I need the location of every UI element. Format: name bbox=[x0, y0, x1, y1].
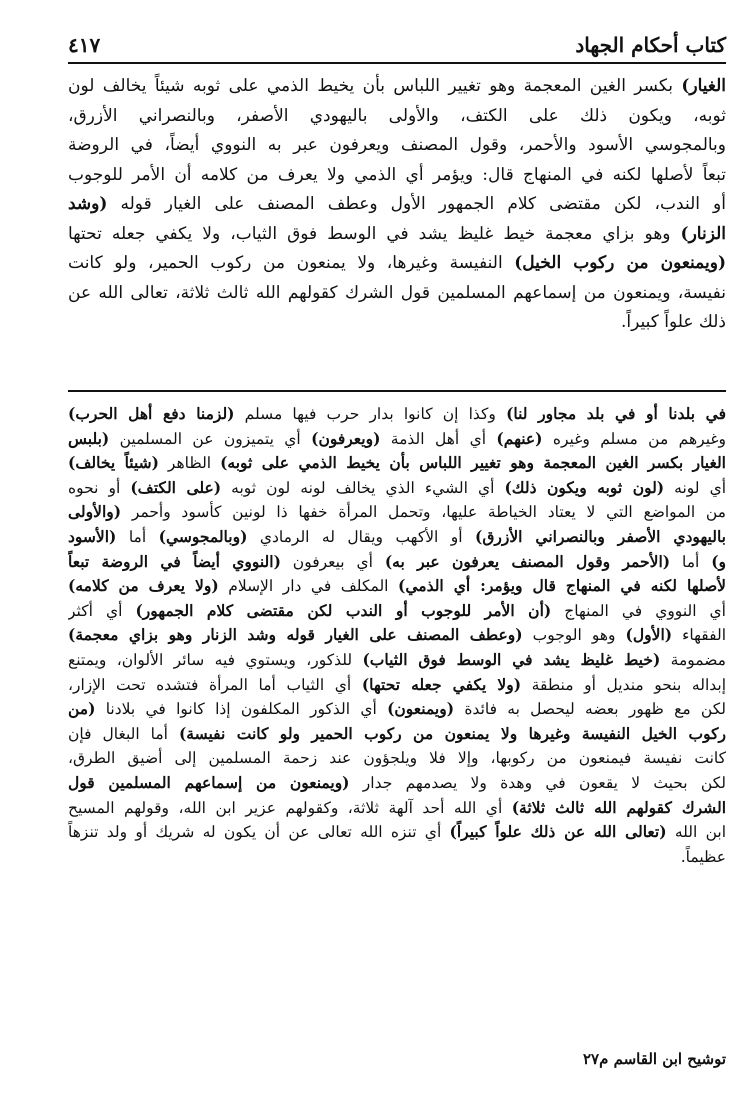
text-segment: الظاهر bbox=[158, 454, 221, 473]
commentary-line bbox=[68, 500, 726, 525]
text-segment: أي أهل الذمة bbox=[380, 429, 497, 448]
text-segment: لكن مع ظهور بعضه ليحصل به فائدة bbox=[454, 700, 726, 719]
page-footer: توشيح ابن القاسم م٢٧ bbox=[583, 1050, 726, 1068]
bold-segment: في بلدنا أو في بلد مجاور لنا) bbox=[506, 404, 726, 423]
text-segment: مضمومة bbox=[660, 650, 726, 669]
bold-segment: (ويمنعون من ركوب الخيل) bbox=[514, 253, 726, 273]
text-segment: أي الشيء الذي يخالف لونه لون ثوبه bbox=[221, 478, 505, 497]
commentary-line bbox=[68, 402, 726, 427]
main-text-line bbox=[68, 72, 726, 102]
text-segment: نفيسة، ويمنعون من إسماعهم المسلمين قول الشرك كقولهم الله ثالث ثلاثة، تعالى الله عن bbox=[68, 282, 726, 303]
commentary-line bbox=[68, 476, 726, 501]
commentary-line bbox=[68, 550, 726, 575]
bold-segment: (خيط غليظ يشد في الوسط فوق الثياب) bbox=[362, 649, 661, 669]
text-segment: إبداله بنحو منديل أو منطقة bbox=[521, 675, 726, 694]
bold-segment: (عنهم) bbox=[496, 428, 543, 448]
bold-segment: باليهودي الأصفر وبالنصراني الأزرق) bbox=[475, 526, 726, 546]
bold-segment: (وشد bbox=[68, 194, 108, 214]
bold-segment: (بلبس bbox=[68, 428, 110, 448]
main-text-line bbox=[68, 131, 726, 161]
commentary-line bbox=[68, 722, 726, 747]
text-segment: أو الندب، لكن مقتضى كلام الجمهور الأول وعطف المصنف على الغيار قوله bbox=[107, 194, 726, 214]
main-text-line bbox=[68, 220, 726, 250]
text-segment: أي تنزه الله تعالى عن أن يكون له شريك أو ولد تنزهاً bbox=[68, 823, 450, 842]
bold-segment: (وبالمجوسي) bbox=[158, 526, 248, 546]
commentary-text bbox=[68, 402, 726, 869]
text-segment: أما bbox=[116, 527, 159, 546]
main-text-line bbox=[68, 308, 726, 338]
commentary-line bbox=[68, 574, 726, 599]
bold-segment: (تعالى الله عن ذلك علواً كبيراً) bbox=[449, 822, 667, 842]
text-segment: كانت نفيسة فيمنعون من ركوبها، وإلا فلا ويلجؤون عند زحمة المسلمين إلى أضيق الطرق، bbox=[68, 749, 726, 768]
bold-segment: (ولا يكفي جعله تحتها) bbox=[361, 674, 522, 694]
text-segment: من المواضع التي لا يعتاد الخياطة عليها، وتحمل المرأة خفها ذا لونين كأسود وأحمر bbox=[121, 503, 726, 522]
bold-segment: (وعطف المصنف على الغيار قوله وشد الزنار وهو بزاي معجمة) bbox=[68, 625, 523, 645]
text-segment: وبالمجوسي الأسود والأحمر، وقول المصنف ويعرفون عبر به النووي أيضاً، في الروضة bbox=[68, 135, 726, 155]
main-text bbox=[68, 72, 726, 338]
bold-segment: (والأولى bbox=[68, 502, 122, 522]
bold-segment: الغيار) bbox=[681, 76, 726, 96]
text-segment: لكن بحيث لا يقعون في وهدة ولا يصدمهم جدار bbox=[349, 773, 726, 792]
text-segment: أي يتميزون عن المسلمين bbox=[109, 429, 312, 448]
main-text-line bbox=[68, 161, 726, 191]
text-segment: بكسر الغين المعجمة وهو تغيير اللباس بأن يخيط الذمي على ثوبه شيئاً يخالف لون bbox=[68, 76, 682, 96]
bold-segment: (على الكتف) bbox=[130, 477, 222, 497]
bold-segment: (الأحمر وقول المصنف يعرفون عبر به) bbox=[384, 551, 671, 571]
commentary-line bbox=[68, 427, 726, 452]
bold-segment: (الأسود bbox=[68, 526, 117, 546]
page-header bbox=[68, 30, 726, 60]
main-text-line bbox=[68, 249, 726, 279]
text-segment: أو نحوه bbox=[68, 478, 131, 497]
main-text-line bbox=[68, 190, 726, 220]
header-rule bbox=[68, 62, 726, 64]
commentary-line bbox=[68, 525, 726, 550]
text-segment: أي النووي في المنهاج bbox=[551, 601, 726, 620]
text-segment: أما bbox=[670, 552, 712, 571]
text-segment: المكلف في دار الإسلام bbox=[218, 577, 399, 596]
bold-segment: (النووي أيضاً في الروضة تبعاً bbox=[68, 551, 281, 571]
page-number: ٤١٧ bbox=[68, 33, 101, 57]
bold-segment: ركوب الخيل النفيسة وغيرها ولا يمنعون من ركوب الحمير ولو كانت نفيسة) bbox=[178, 723, 726, 743]
bold-segment: الزنار) bbox=[680, 223, 726, 244]
commentary-line bbox=[68, 648, 726, 673]
bold-segment: (ويعرفون) bbox=[311, 428, 381, 448]
footnote-divider bbox=[68, 390, 726, 392]
commentary-line bbox=[68, 771, 726, 796]
text-segment: تبعاً لأصلها لكنه في المنهاج قال: ويؤمر أي الذمي ولا يعرف من كلامه أن الأمر للوجوب bbox=[68, 164, 726, 185]
commentary-line bbox=[68, 623, 726, 648]
commentary-line bbox=[68, 746, 726, 771]
commentary-line bbox=[68, 599, 726, 624]
text-segment: النفيسة وغيرها، ولا يمنعون من ركوب الحمير، ولو كانت bbox=[68, 253, 515, 273]
text-segment: أي أكثر bbox=[68, 601, 136, 620]
text-segment: أي الله أحد آلهة ثلاثة، وكقولهم عزير ابن الله، وقولهم المسيح bbox=[68, 798, 512, 817]
text-segment: أو الأكهب ويقال له الرمادي bbox=[247, 527, 476, 546]
text-segment: ابن الله bbox=[666, 823, 726, 842]
text-segment: أما البغال فإن bbox=[68, 724, 179, 743]
text-segment: ثوبه، ويكون ذلك على الكتف، والأولى باليهودي الأصفر، وبالنصراني الأزرق، bbox=[68, 105, 726, 126]
commentary-line bbox=[68, 796, 726, 821]
bold-segment: (من bbox=[68, 699, 96, 719]
text-segment: أي الذكور المكلفون إذا كانوا في بلادنا bbox=[95, 700, 388, 719]
bold-segment: لأصلها لكنه في المنهاج قال ويؤمر: أي الذمي) bbox=[398, 576, 726, 596]
text-segment: وهو بزاي معجمة خيط غليظ يشد في الوسط فوق الثياب، ولا يكفي جعله تحتها bbox=[68, 223, 681, 244]
bold-segment: الغيار بكسر الغين المعجمة وهو تغيير اللباس بأن يخيط الذمي على ثوبه) bbox=[220, 453, 726, 473]
commentary-line bbox=[68, 673, 726, 698]
main-text-line bbox=[68, 102, 726, 132]
commentary-line bbox=[68, 820, 726, 845]
bold-segment: و) bbox=[711, 551, 726, 571]
bold-segment: (لزمنا دفع أهل الحرب) bbox=[68, 404, 235, 423]
text-segment: للذكور، ويستوي فيه سائر الألوان، ويمتنع bbox=[68, 650, 363, 669]
text-segment: وهو الوجوب bbox=[522, 626, 626, 645]
text-segment: أي لونه bbox=[664, 478, 726, 497]
text-segment: عظيماً. bbox=[680, 847, 726, 866]
bold-segment: (ويمنعون) bbox=[387, 699, 455, 719]
bold-segment: (لون ثوبه ويكون ذلك) bbox=[504, 477, 665, 497]
bold-segment: (شيئاً يخالف) bbox=[68, 453, 159, 473]
bold-segment: (ولا يعرف من كلامه) bbox=[68, 576, 219, 596]
bold-segment: (ويمنعون من إسماعهم المسلمين قول bbox=[68, 772, 350, 792]
text-segment: ذلك علواً كبيراً. bbox=[620, 312, 726, 332]
text-segment: الفقهاء bbox=[672, 626, 726, 645]
book-title: كتاب أحكام الجهاد bbox=[575, 33, 726, 57]
bold-segment: (أن الأمر للوجوب أو الندب لكن مقتضى كلام الجمهور) bbox=[135, 600, 552, 620]
text-segment: وغيرهم من مسلم وغيره bbox=[542, 429, 726, 448]
text-segment: أي الثياب أما المرأة فتشده تحت الإزار، bbox=[68, 675, 362, 694]
bold-segment: الشرك كقولهم الله ثالث ثلاثة) bbox=[511, 797, 726, 817]
commentary-line bbox=[68, 451, 726, 476]
main-text-line bbox=[68, 279, 726, 309]
commentary-line bbox=[68, 845, 726, 870]
text-segment: وكذا إن كانوا بدار حرب فيها مسلم bbox=[234, 405, 507, 423]
commentary-line bbox=[68, 697, 726, 722]
book-page bbox=[68, 30, 726, 1080]
bold-segment: (الأول) bbox=[625, 625, 673, 645]
text-segment: أي بيعرفون bbox=[280, 552, 385, 571]
